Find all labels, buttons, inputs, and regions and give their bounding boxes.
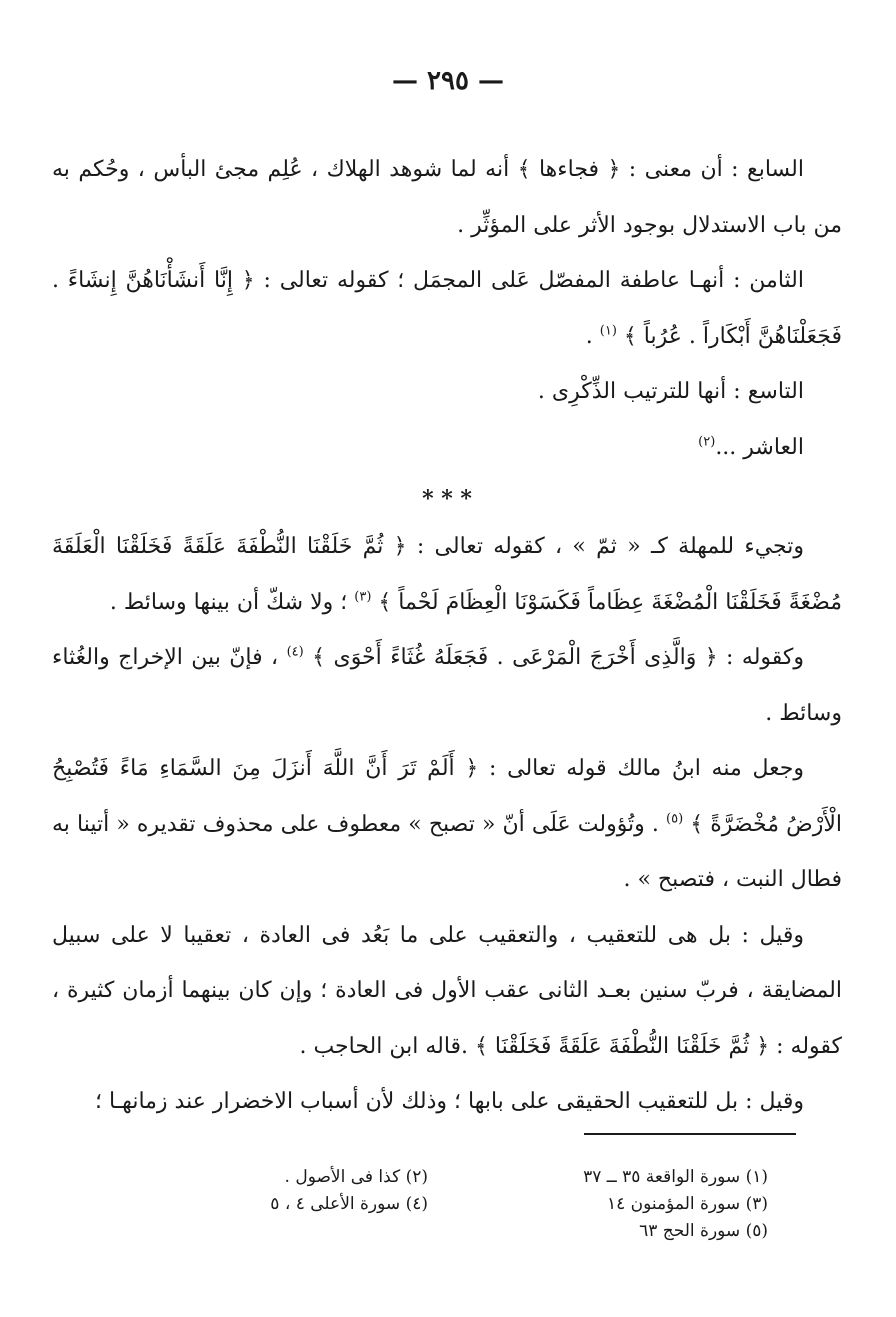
- footnote-2: (٢) كذا فى الأصول .: [284, 1167, 428, 1187]
- paragraph-text: وقيل : بل للتعقيب الحقيقى على بابها ؛ وذلك لأن أسباب الاخضرار عند زمانهـا ؛: [95, 1089, 804, 1114]
- footnote-ref-1: (١): [599, 323, 617, 339]
- paragraph-text: وجعل منه ابنُ مالك قوله تعالى : ﴿ أَلَمْ تَرَ أَنَّ اللَّهَ أَنزَلَ مِنَ السَّمَاءِ مَاءً فَتُصْبِحُ الْأَرْضُ مُخْضَرَّةً ﴾: [52, 756, 842, 837]
- paragraph-ninth: [52, 364, 842, 420]
- footnote-ref-4: (٤): [286, 644, 304, 660]
- paragraph-ghutha: [52, 630, 842, 741]
- footnote-ref-2: (٢): [698, 434, 716, 450]
- footnote-4: (٤) سورة الأعلى ٤ ، ٥: [270, 1194, 428, 1214]
- paragraph-text: التاسع : أنها للترتيب الذِّكْرِى .: [537, 379, 804, 404]
- paragraph-text: السابع : أن معنى : ﴿ فجاءها ﴾ أنه لما شوهد الهلاك ، عُلِم مجئ البأس ، وحُكم به من باب الاستدلال بوجود الأثر على المؤثِّر .: [52, 157, 842, 238]
- paragraph-tail: ، فإنّ بين الإخراج والغُثاء وسائط .: [52, 645, 842, 726]
- paragraph-seventh: [52, 142, 842, 253]
- paragraph-taqib: [52, 908, 842, 1075]
- paragraph-tail: . وتُؤولت عَلَى أنّ « تصبح » معطوف على محذوف تقديره « أتينا به فطال النبت ، فتصبح » .: [52, 811, 842, 892]
- paragraph-haqiqi: [52, 1074, 842, 1130]
- paragraph-ibn-malik: [52, 741, 842, 908]
- paragraph-tail: ؛ ولا شكّ أن بينها وسائط .: [109, 589, 348, 615]
- paragraph-eighth: [52, 253, 842, 364]
- footnote-5: (٥) سورة الحج ٦٣: [639, 1221, 768, 1241]
- footnotes: [128, 1164, 768, 1245]
- paragraph-text: وقيل : بل هى للتعقيب ، والتعقيب على ما بَعُد فى العادة ، تعقيبا لا على سبيل المضايقة ، فربّ سنين بعـد الثانى عقب الأول فى العادة ؛ وإن كان بينهما أزمان كثيرة ، كقوله : ﴿ ثُمَّ خَلَقْنَا النُّطْفَةَ عَلَقَةً فَخَلَقْنَا ﴾ .قاله ابن الحاجب .: [52, 922, 842, 1059]
- paragraph-tenth: [52, 420, 842, 476]
- footnote-separator: [584, 1133, 796, 1135]
- paragraph-mahla: [52, 519, 842, 630]
- page-number: — ٢٩٥ —: [391, 66, 505, 96]
- footnote-3: (٣) سورة المؤمنون ١٤: [606, 1194, 768, 1214]
- footnote-ref-5: (٥): [666, 811, 684, 827]
- paragraph-text: العاشر ...: [715, 434, 804, 460]
- paragraph-tail: .: [585, 323, 593, 349]
- footnote-1: (١) سورة الواقعة ٣٥ ــ ٣٧: [583, 1167, 768, 1187]
- paragraph-text: وكقوله : ﴿ وَالَّذِى أَخْرَجَ الْمَرْعَى . فَجَعَلَهُ غُثَاءً أَحْوَى ﴾: [312, 645, 804, 670]
- section-divider: * * *: [422, 486, 472, 512]
- paragraph-text: الثامن : أنهـا عاطفة المفصّل عَلى المجمَل ؛ كقوله تعالى : ﴿ إِنَّا أَنشَأْنَاهُنَّ إِنشَاءً . فَجَعَلْنَاهُنَّ أَبْكَاراً . عُرُباً ﴾: [52, 268, 842, 349]
- footnote-ref-3: (٣): [354, 589, 372, 605]
- main-text: [52, 142, 842, 1130]
- paragraph-text: وتجيء للمهلة كـ « ثمّ » ، كقوله تعالى : ﴿ ثُمَّ خَلَقْنَا النُّطْفَةَ عَلَقَةً فَخَلَقْنَا الْعَلَقَةَ مُضْغَةً فَخَلَقْنَا الْمُضْغَةَ عِظَاماً فَكَسَوْنَا الْعِظَامَ لَحْماً ﴾: [52, 534, 842, 615]
